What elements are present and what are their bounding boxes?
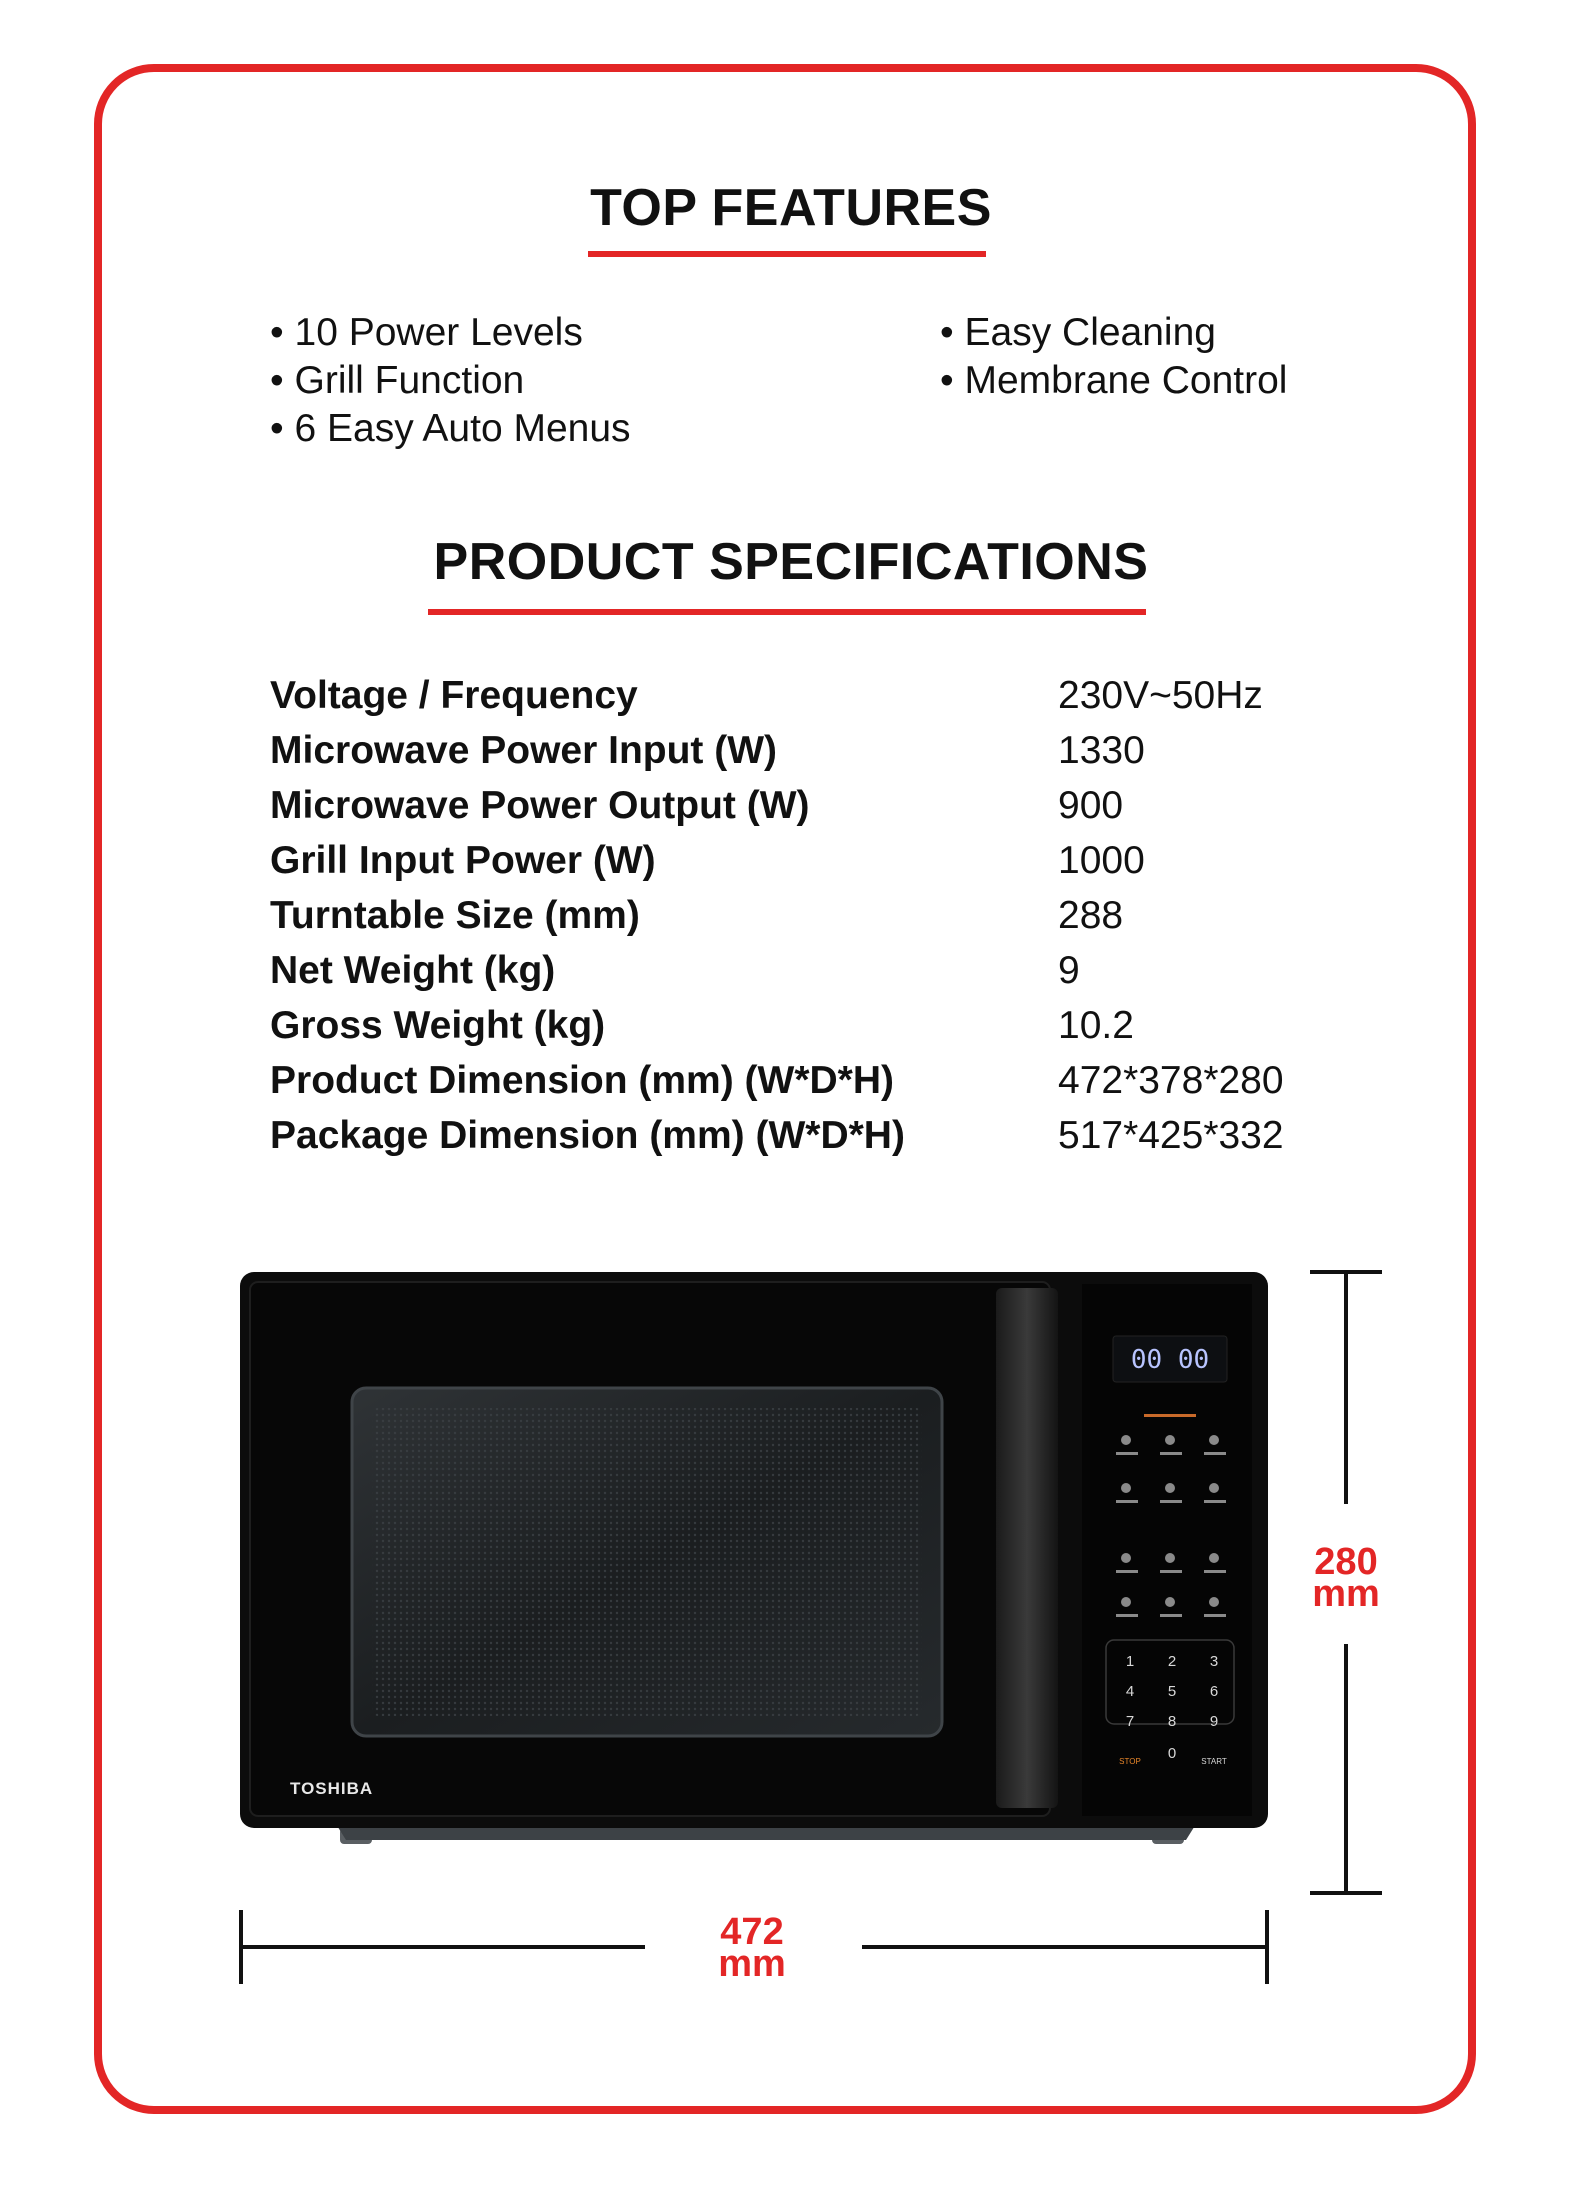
top-features-title: TOP FEATURES bbox=[590, 179, 992, 237]
spec-value: 517*425*332 bbox=[1058, 1114, 1284, 1157]
spec-value: 1000 bbox=[1058, 839, 1145, 882]
spec-row bbox=[270, 833, 1350, 888]
width-value: 472 bbox=[720, 1911, 784, 1953]
keypad-key: 3 bbox=[1209, 1653, 1219, 1670]
spec-row bbox=[270, 998, 1350, 1053]
keypad-key: 0 bbox=[1167, 1745, 1177, 1762]
features-left-list bbox=[270, 309, 631, 453]
width-dimension-line-right bbox=[862, 1945, 1268, 1949]
keypad-key: 6 bbox=[1209, 1683, 1219, 1700]
start-key-label: START bbox=[1201, 1757, 1227, 1766]
panel-label-strip bbox=[1144, 1414, 1196, 1417]
keypad-key: 7 bbox=[1125, 1713, 1135, 1730]
feature-item: • 10 Power Levels bbox=[270, 309, 631, 357]
width-dimension-line-left bbox=[241, 1945, 645, 1949]
spec-value: 288 bbox=[1058, 894, 1124, 937]
spec-row bbox=[270, 668, 1350, 723]
height-unit: mm bbox=[1312, 1573, 1380, 1615]
height-dimension-line-top bbox=[1344, 1272, 1348, 1504]
spec-row bbox=[270, 1053, 1350, 1108]
width-dimension-label bbox=[702, 1911, 802, 1985]
spec-label: Voltage / Frequency bbox=[270, 674, 638, 717]
spec-value: 9 bbox=[1058, 949, 1080, 992]
spec-label: Gross Weight (kg) bbox=[270, 1004, 606, 1047]
spec-label: Grill Input Power (W) bbox=[270, 839, 656, 882]
top-features-underline bbox=[588, 251, 986, 257]
spec-row bbox=[270, 1108, 1350, 1163]
spec-value: 230V~50Hz bbox=[1058, 674, 1263, 717]
spec-value: 10.2 bbox=[1058, 1004, 1134, 1047]
spec-label: Microwave Power Output (W) bbox=[270, 784, 810, 827]
keypad-key: 2 bbox=[1167, 1653, 1177, 1670]
spec-row bbox=[270, 778, 1350, 833]
brand-logo: TOSHIBA bbox=[290, 1779, 374, 1798]
keypad-key: 9 bbox=[1209, 1713, 1219, 1730]
spec-value: 1330 bbox=[1058, 729, 1145, 772]
spec-row bbox=[270, 723, 1350, 778]
keypad-key: 5 bbox=[1167, 1683, 1177, 1700]
spec-label: Product Dimension (mm) (W*D*H) bbox=[270, 1059, 894, 1102]
spec-table bbox=[270, 668, 1350, 1163]
display-readout: 00 00 bbox=[1130, 1345, 1210, 1375]
spec-row bbox=[270, 888, 1350, 943]
height-dimension-cap-bottom bbox=[1310, 1891, 1382, 1895]
width-unit: mm bbox=[718, 1943, 786, 1985]
spec-row bbox=[270, 943, 1350, 998]
stop-key-label: STOP bbox=[1119, 1757, 1141, 1766]
keypad-key: 8 bbox=[1167, 1713, 1177, 1730]
window-mesh bbox=[372, 1408, 922, 1716]
door-handle bbox=[996, 1288, 1058, 1808]
spec-value: 472*378*280 bbox=[1058, 1059, 1284, 1102]
spec-label: Net Weight (kg) bbox=[270, 949, 556, 992]
height-value: 280 bbox=[1314, 1541, 1378, 1583]
spec-value: 900 bbox=[1058, 784, 1124, 827]
feature-item: • Grill Function bbox=[270, 357, 631, 405]
feature-item: • Easy Cleaning bbox=[940, 309, 1287, 357]
feature-item: • 6 Easy Auto Menus bbox=[270, 405, 631, 453]
spec-label: Microwave Power Input (W) bbox=[270, 729, 778, 772]
keypad-key: 4 bbox=[1125, 1683, 1135, 1700]
specifications-underline bbox=[428, 609, 1146, 615]
height-dimension-line-bottom bbox=[1344, 1644, 1348, 1894]
microwave-illustration bbox=[236, 1268, 1272, 1858]
specifications-title: PRODUCT SPECIFICATIONS bbox=[433, 533, 1149, 591]
width-dimension-cap-right bbox=[1265, 1910, 1269, 1984]
feature-item: • Membrane Control bbox=[940, 357, 1287, 405]
spec-label: Package Dimension (mm) (W*D*H) bbox=[270, 1114, 905, 1157]
spec-label: Turntable Size (mm) bbox=[270, 894, 640, 937]
keypad-key: 1 bbox=[1125, 1653, 1135, 1670]
features-right-list bbox=[940, 309, 1287, 405]
height-dimension-label bbox=[1296, 1541, 1396, 1615]
